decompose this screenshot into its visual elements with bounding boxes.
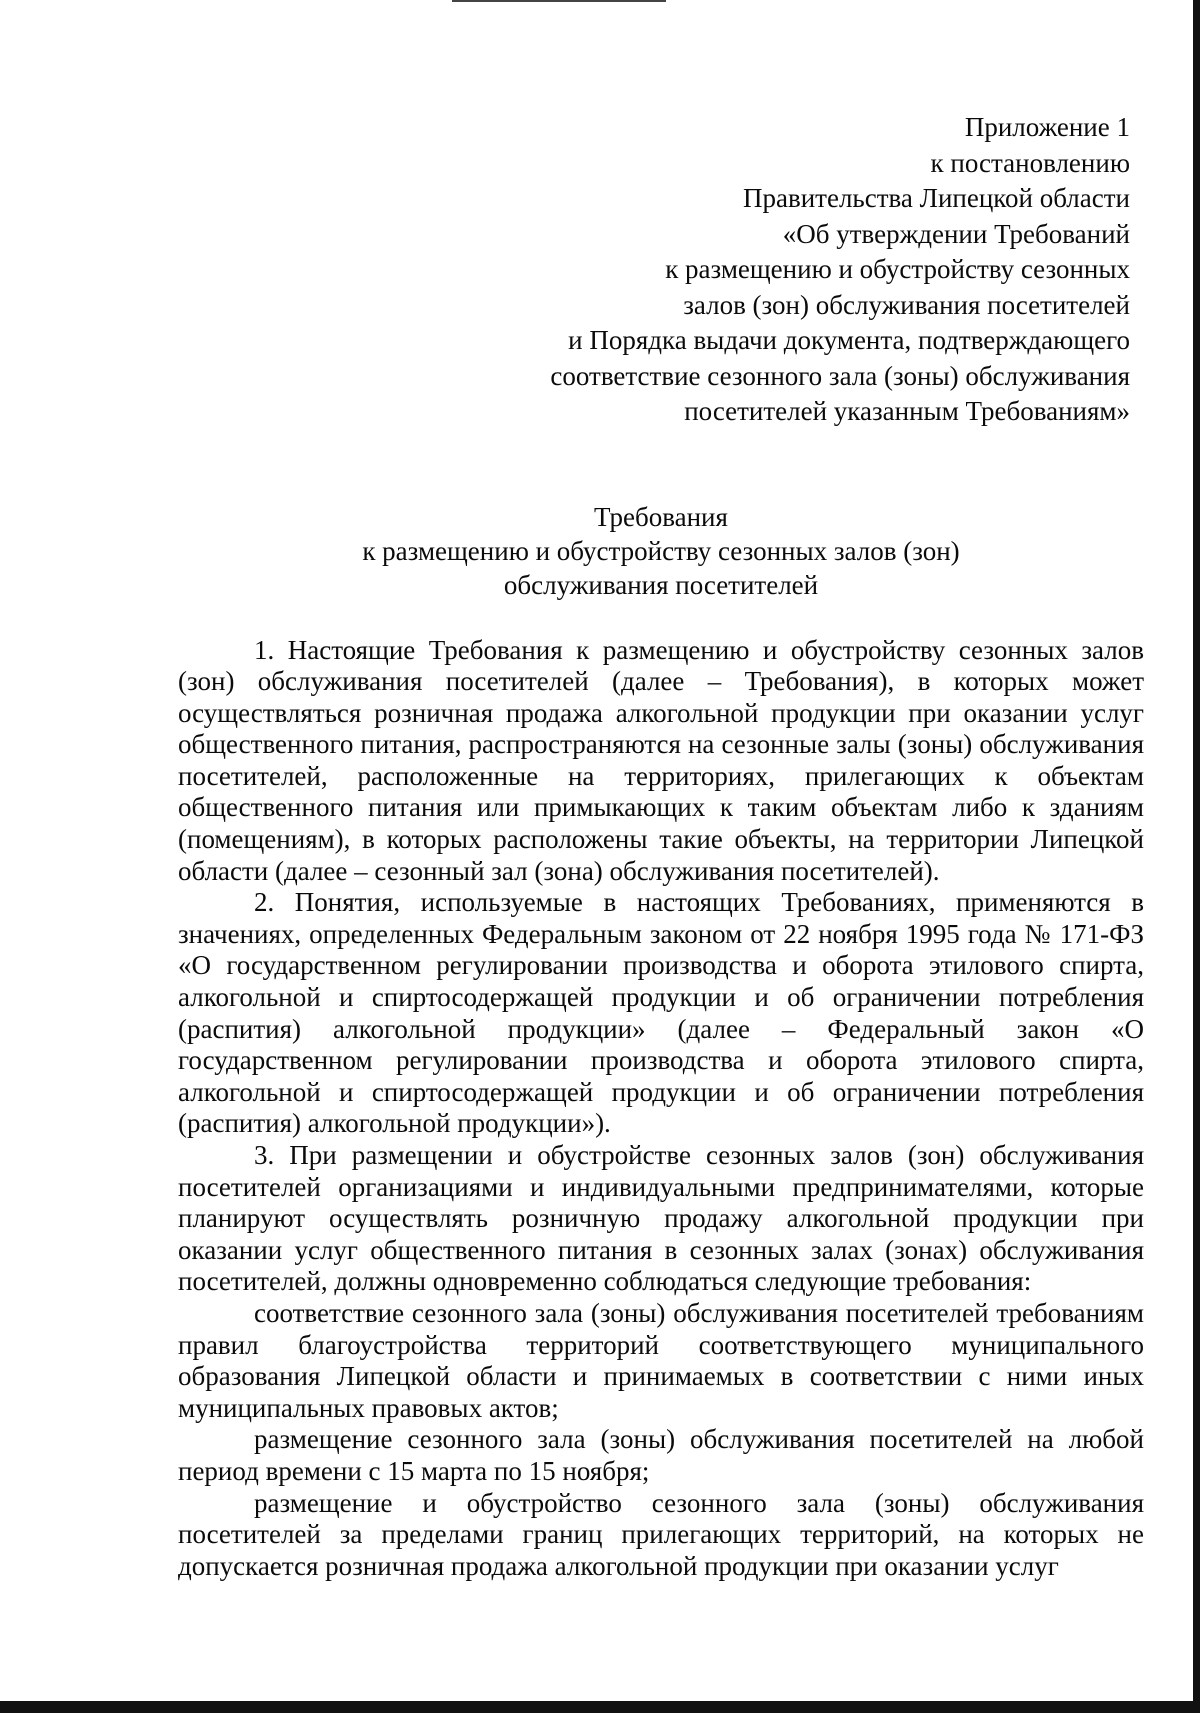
paragraph-1: 1. Настоящие Требования к размещению и обустройству сезонных залов (зон) обслуживания посетителей (далее – Требования), в которых может осуществляться розничная продажа алкогольной продукции при оказании услуг общественного питания, распространяются на сезонные залы (зоны) обслуживания посетителей, расположенные на территориях, прилегающих к объектам общественного питания или примыкающих к таким объектам либо к зданиям (помещениям), в которых расположены такие объекты, на территории Липецкой области (далее – сезонный зал (зона) обслуживания посетителей). [178,634,1144,886]
appendix-line: Приложение 1 [964,112,1130,142]
appendix-line: Правительства Липецкой области [742,183,1130,213]
requirement-item: соответствие сезонного зала (зоны) обслуживания посетителей требованиям правил благоустройства территорий соответствующего муниципального образования Липецкой области и принимаемых в соответствии с ними иных муниципальных правовых актов; [178,1297,1144,1423]
document-body [178,635,1144,1583]
appendix-line: и Порядка выдачи документа, подтверждающего [568,325,1130,355]
title-line: Требования [594,501,728,532]
scan-edge-right [1193,0,1200,1713]
paragraph-2: 2. Понятия, используемые в настоящих Требованиях, применяются в значениях, определенных Федеральным законом от 22 ноября 1995 года № 171-ФЗ «О государственном регулировании производства и оборота этилового спирта, алкогольной и спиртосодержащей продукции и об ограничении потребления (распития) алкогольной продукции» (далее – Федеральный закон «О государственном регулировании производства и оборота этилового спирта, алкогольной и спиртосодержащей продукции и об ограничении потребления (распития) алкогольной продукции»). [178,887,1144,1139]
appendix-line: посетителей указанным Требованиям» [684,396,1130,426]
appendix-line: к размещению и обустройству сезонных [665,254,1130,284]
title-line: к размещению и обустройству сезонных залов (зон) [362,535,960,566]
requirement-item: размещение и обустройство сезонного зала (зоны) обслуживания посетителей за пределами границ прилегающих территорий, на которых не допускается розничная продажа алкогольной продукции при оказании услуг [178,1487,1144,1581]
appendix-line: к постановлению [930,147,1130,178]
document-page [178,110,1144,1582]
document-title [178,500,1144,602]
appendix-line: «Об утверждении Требований [782,218,1130,249]
appendix-header [178,110,1130,430]
appendix-line: соответствие сезонного зала (зоны) обслуживания [550,360,1130,391]
title-line: обслуживания посетителей [503,569,819,600]
scan-edge-bottom [0,1701,1200,1713]
scan-top-mark [452,0,666,2]
appendix-line: залов (зон) обслуживания посетителей [683,289,1130,320]
requirement-item: размещение сезонного зала (зоны) обслуживания посетителей на любой период времени с 15 марта по 15 ноября; [178,1424,1144,1486]
paragraph-3: 3. При размещении и обустройстве сезонных залов (зон) обслуживания посетителей организациями и индивидуальными предпринимателями, которые планируют осуществлять розничную продажу алкогольной продукции при оказании услуг общественного питания в сезонных залах (зонах) обслуживания посетителей, должны одновременно соблюдаться следующие требования: [178,1140,1144,1297]
